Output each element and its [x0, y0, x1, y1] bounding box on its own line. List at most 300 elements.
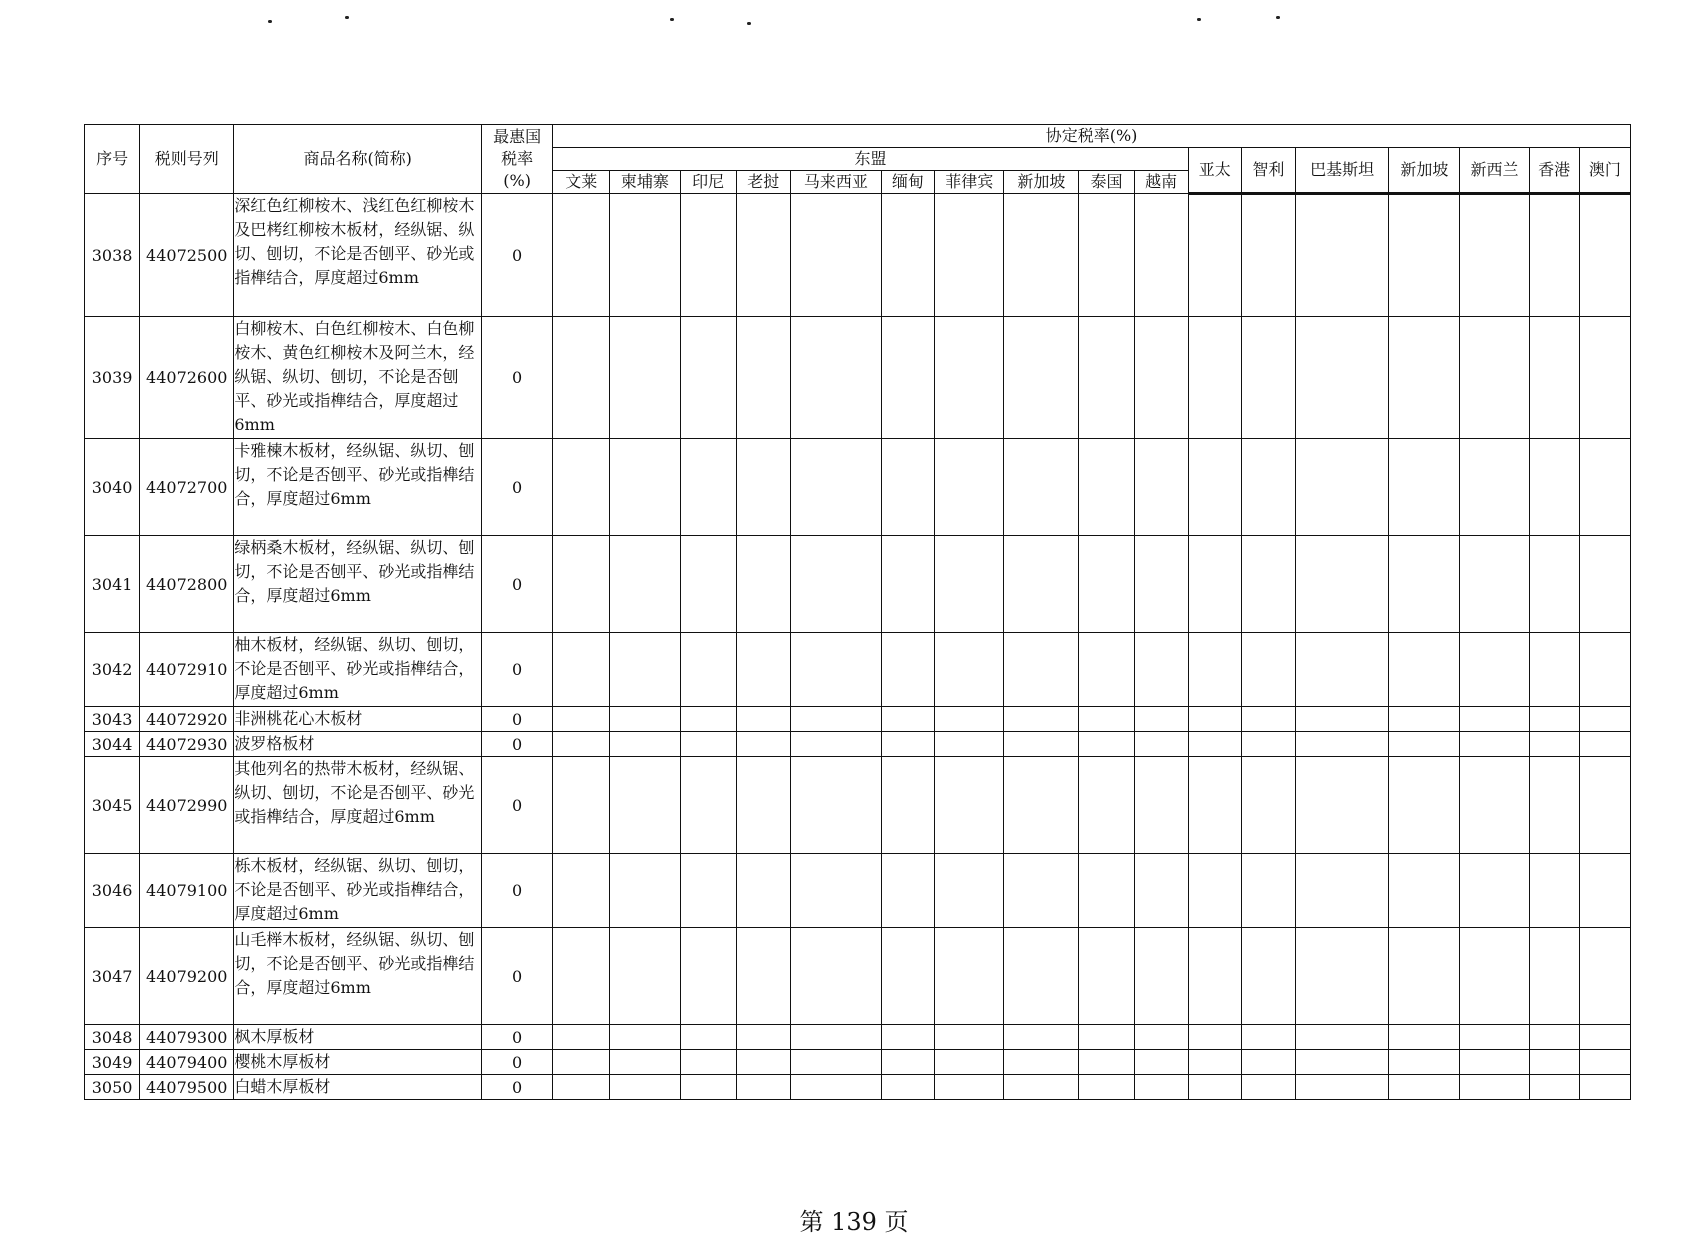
row-agreement-rate-cell — [553, 928, 610, 1025]
row-agreement-rate-cell — [1296, 317, 1389, 439]
row-agreement-rate-cell — [882, 707, 935, 732]
row-agreement-rate-cell — [610, 1025, 680, 1050]
row-agreement-rate-cell — [1296, 757, 1389, 854]
table-row — [85, 757, 1631, 854]
table-body — [85, 194, 1631, 1100]
row-agreement-rate-cell — [610, 1050, 680, 1075]
table-row — [85, 439, 1631, 536]
row-agreement-rate-cell — [610, 633, 680, 707]
row-agreement-rate-cell — [1460, 536, 1529, 633]
row-agreement-rate-cell — [1134, 732, 1188, 757]
row-product-name: 樱桃木厚板材 — [234, 1050, 482, 1075]
row-agreement-rate-cell — [1241, 317, 1295, 439]
header-agreement-rate: 协定税率(%) — [553, 125, 1631, 148]
row-agreement-rate-cell — [1241, 633, 1295, 707]
row-agreement-rate-cell — [736, 854, 790, 928]
row-agreement-rate-cell — [1079, 1025, 1134, 1050]
row-agreement-rate-cell — [1529, 854, 1579, 928]
row-agreement-rate-cell — [1241, 928, 1295, 1025]
row-product-name: 栎木板材，经纵锯、纵切、刨切，不论是否刨平、砂光或指榫结合，厚度超过6mm — [234, 854, 482, 928]
row-agreement-rate-cell — [1004, 633, 1079, 707]
row-agreement-rate-cell — [1188, 1050, 1241, 1075]
row-tariff-code: 44072500 — [140, 194, 234, 317]
page-number: 第 139 页 — [799, 1208, 909, 1236]
row-agreement-rate-cell — [736, 1050, 790, 1075]
row-agreement-rate-cell — [790, 439, 881, 536]
row-seq: 3050 — [85, 1075, 140, 1100]
row-mfn-rate: 0 — [482, 854, 553, 928]
row-agreement-rate-cell — [1460, 633, 1529, 707]
row-agreement-rate-cell — [1529, 1075, 1579, 1100]
row-agreement-rate-cell — [1079, 854, 1134, 928]
row-agreement-rate-cell — [1529, 1050, 1579, 1075]
row-agreement-rate-cell — [1241, 707, 1295, 732]
row-agreement-rate-cell — [1079, 1075, 1134, 1100]
row-agreement-rate-cell — [610, 317, 680, 439]
header-new-zealand: 新西兰 — [1460, 148, 1529, 194]
row-agreement-rate-cell — [1529, 757, 1579, 854]
row-agreement-rate-cell — [1241, 1075, 1295, 1100]
row-agreement-rate-cell — [1389, 633, 1460, 707]
row-agreement-rate-cell — [736, 928, 790, 1025]
row-agreement-rate-cell — [1004, 439, 1079, 536]
row-agreement-rate-cell — [1460, 1075, 1529, 1100]
row-agreement-rate-cell — [1188, 757, 1241, 854]
table-row — [85, 1050, 1631, 1075]
row-agreement-rate-cell — [1529, 707, 1579, 732]
row-agreement-rate-cell — [790, 1075, 881, 1100]
row-agreement-rate-cell — [1188, 536, 1241, 633]
row-agreement-rate-cell — [882, 732, 935, 757]
row-agreement-rate-cell — [1579, 1050, 1630, 1075]
row-agreement-rate-cell — [790, 928, 881, 1025]
header-asean: 东盟 — [553, 148, 1189, 171]
row-agreement-rate-cell — [1004, 732, 1079, 757]
row-agreement-rate-cell — [1004, 1050, 1079, 1075]
row-mfn-rate: 0 — [482, 1075, 553, 1100]
row-agreement-rate-cell — [610, 194, 680, 317]
row-agreement-rate-cell — [610, 1075, 680, 1100]
header-mfn-rate: 最惠国 税率 (%) — [482, 125, 553, 194]
row-agreement-rate-cell — [1460, 194, 1529, 317]
row-agreement-rate-cell — [1389, 536, 1460, 633]
scan-speck — [1276, 16, 1280, 19]
row-agreement-rate-cell — [1529, 928, 1579, 1025]
row-agreement-rate-cell — [553, 536, 610, 633]
row-agreement-rate-cell — [1079, 194, 1134, 317]
row-agreement-rate-cell — [1389, 707, 1460, 732]
header-name: 商品名称(简称) — [234, 125, 482, 194]
row-agreement-rate-cell — [935, 757, 1004, 854]
row-product-name: 其他列名的热带木板材，经纵锯、纵切、刨切，不论是否刨平、砂光或指榫结合，厚度超过6mm — [234, 757, 482, 854]
row-agreement-rate-cell — [1134, 707, 1188, 732]
table-row — [85, 317, 1631, 439]
row-agreement-rate-cell — [882, 1050, 935, 1075]
row-seq: 3048 — [85, 1025, 140, 1050]
row-agreement-rate-cell — [1134, 928, 1188, 1025]
row-agreement-rate-cell — [935, 854, 1004, 928]
row-mfn-rate: 0 — [482, 1025, 553, 1050]
row-agreement-rate-cell — [1188, 854, 1241, 928]
row-mfn-rate: 0 — [482, 317, 553, 439]
row-agreement-rate-cell — [1134, 194, 1188, 317]
row-agreement-rate-cell — [1579, 633, 1630, 707]
row-agreement-rate-cell — [935, 1075, 1004, 1100]
scan-speck — [1197, 18, 1201, 21]
row-agreement-rate-cell — [1241, 1025, 1295, 1050]
header-hong-kong: 香港 — [1529, 148, 1579, 194]
row-agreement-rate-cell — [736, 1075, 790, 1100]
row-product-name: 白蜡木厚板材 — [234, 1075, 482, 1100]
row-agreement-rate-cell — [1134, 1025, 1188, 1050]
header-singapore: 新加坡 — [1389, 148, 1460, 194]
row-agreement-rate-cell — [680, 1050, 736, 1075]
row-agreement-rate-cell — [1079, 757, 1134, 854]
row-agreement-rate-cell — [1389, 928, 1460, 1025]
row-agreement-rate-cell — [935, 1050, 1004, 1075]
row-agreement-rate-cell — [553, 1075, 610, 1100]
row-seq: 3049 — [85, 1050, 140, 1075]
row-agreement-rate-cell — [1296, 536, 1389, 633]
row-agreement-rate-cell — [1389, 1075, 1460, 1100]
row-agreement-rate-cell — [1460, 1025, 1529, 1050]
header-code: 税则号列 — [140, 125, 234, 194]
row-agreement-rate-cell — [680, 707, 736, 732]
row-agreement-rate-cell — [1004, 1025, 1079, 1050]
table-row — [85, 732, 1631, 757]
row-agreement-rate-cell — [610, 928, 680, 1025]
row-agreement-rate-cell — [790, 732, 881, 757]
header-asean-vietnam: 越南 — [1134, 171, 1188, 194]
row-agreement-rate-cell — [1296, 1050, 1389, 1075]
row-agreement-rate-cell — [790, 633, 881, 707]
header-asean-thailand: 泰国 — [1079, 171, 1134, 194]
row-agreement-rate-cell — [1188, 928, 1241, 1025]
row-agreement-rate-cell — [1188, 633, 1241, 707]
row-agreement-rate-cell — [553, 854, 610, 928]
row-agreement-rate-cell — [1389, 732, 1460, 757]
row-agreement-rate-cell — [935, 732, 1004, 757]
row-agreement-rate-cell — [680, 1025, 736, 1050]
row-agreement-rate-cell — [1460, 1050, 1529, 1075]
row-agreement-rate-cell — [1579, 1025, 1630, 1050]
row-tariff-code: 44072920 — [140, 707, 234, 732]
row-seq: 3044 — [85, 732, 140, 757]
row-agreement-rate-cell — [1529, 536, 1579, 633]
row-tariff-code: 44079200 — [140, 928, 234, 1025]
row-mfn-rate: 0 — [482, 757, 553, 854]
row-agreement-rate-cell — [1296, 194, 1389, 317]
table-row — [85, 536, 1631, 633]
row-seq: 3043 — [85, 707, 140, 732]
row-agreement-rate-cell — [1579, 732, 1630, 757]
row-agreement-rate-cell — [1134, 1050, 1188, 1075]
row-agreement-rate-cell — [1296, 928, 1389, 1025]
row-product-name: 非洲桃花心木板材 — [234, 707, 482, 732]
row-agreement-rate-cell — [1134, 633, 1188, 707]
row-tariff-code: 44079100 — [140, 854, 234, 928]
row-agreement-rate-cell — [1188, 1025, 1241, 1050]
row-agreement-rate-cell — [1296, 1075, 1389, 1100]
row-agreement-rate-cell — [790, 317, 881, 439]
row-agreement-rate-cell — [1460, 757, 1529, 854]
row-agreement-rate-cell — [1529, 633, 1579, 707]
row-agreement-rate-cell — [882, 633, 935, 707]
row-tariff-code: 44079300 — [140, 1025, 234, 1050]
row-product-name: 波罗格板材 — [234, 732, 482, 757]
row-agreement-rate-cell — [680, 317, 736, 439]
row-agreement-rate-cell — [553, 707, 610, 732]
row-agreement-rate-cell — [553, 757, 610, 854]
row-agreement-rate-cell — [1188, 707, 1241, 732]
row-agreement-rate-cell — [736, 439, 790, 536]
row-agreement-rate-cell — [1004, 536, 1079, 633]
row-agreement-rate-cell — [1579, 439, 1630, 536]
row-agreement-rate-cell — [1134, 317, 1188, 439]
row-agreement-rate-cell — [680, 1075, 736, 1100]
row-agreement-rate-cell — [1529, 317, 1579, 439]
row-agreement-rate-cell — [882, 1025, 935, 1050]
row-tariff-code: 44072700 — [140, 439, 234, 536]
row-agreement-rate-cell — [882, 928, 935, 1025]
row-agreement-rate-cell — [1389, 194, 1460, 317]
row-agreement-rate-cell — [935, 1025, 1004, 1050]
row-agreement-rate-cell — [935, 317, 1004, 439]
row-agreement-rate-cell — [1079, 633, 1134, 707]
header-asean-myanmar: 缅甸 — [882, 171, 935, 194]
row-agreement-rate-cell — [1389, 1025, 1460, 1050]
row-agreement-rate-cell — [1134, 1075, 1188, 1100]
row-agreement-rate-cell — [680, 928, 736, 1025]
row-agreement-rate-cell — [1389, 1050, 1460, 1075]
row-agreement-rate-cell — [790, 1050, 881, 1075]
header-macau: 澳门 — [1579, 148, 1630, 194]
row-agreement-rate-cell — [1529, 732, 1579, 757]
row-agreement-rate-cell — [736, 732, 790, 757]
row-product-name: 绿柄桑木板材，经纵锯、纵切、刨切，不论是否刨平、砂光或指榫结合，厚度超过6mm — [234, 536, 482, 633]
row-agreement-rate-cell — [1079, 536, 1134, 633]
row-agreement-rate-cell — [610, 732, 680, 757]
row-agreement-rate-cell — [1389, 317, 1460, 439]
row-agreement-rate-cell — [935, 439, 1004, 536]
row-agreement-rate-cell — [1460, 732, 1529, 757]
row-agreement-rate-cell — [680, 633, 736, 707]
row-agreement-rate-cell — [1296, 854, 1389, 928]
row-agreement-rate-cell — [1241, 1050, 1295, 1075]
row-agreement-rate-cell — [1134, 854, 1188, 928]
row-tariff-code: 44072800 — [140, 536, 234, 633]
row-agreement-rate-cell — [610, 757, 680, 854]
row-agreement-rate-cell — [1241, 439, 1295, 536]
row-agreement-rate-cell — [935, 633, 1004, 707]
row-product-name: 山毛榉木板材，经纵锯、纵切、刨切，不论是否刨平、砂光或指榫结合，厚度超过6mm — [234, 928, 482, 1025]
row-agreement-rate-cell — [1134, 757, 1188, 854]
row-seq: 3038 — [85, 194, 140, 317]
row-agreement-rate-cell — [680, 854, 736, 928]
row-tariff-code: 44079400 — [140, 1050, 234, 1075]
row-agreement-rate-cell — [1004, 707, 1079, 732]
row-agreement-rate-cell — [680, 732, 736, 757]
row-mfn-rate: 0 — [482, 536, 553, 633]
row-agreement-rate-cell — [1296, 633, 1389, 707]
row-seq: 3046 — [85, 854, 140, 928]
header-pakistan: 巴基斯坦 — [1296, 148, 1389, 194]
row-agreement-rate-cell — [1004, 757, 1079, 854]
row-agreement-rate-cell — [736, 633, 790, 707]
row-agreement-rate-cell — [935, 707, 1004, 732]
row-agreement-rate-cell — [1134, 439, 1188, 536]
row-agreement-rate-cell — [882, 317, 935, 439]
row-agreement-rate-cell — [1004, 1075, 1079, 1100]
row-seq: 3040 — [85, 439, 140, 536]
header-asean-brunei: 文莱 — [553, 171, 610, 194]
row-agreement-rate-cell — [736, 757, 790, 854]
row-agreement-rate-cell — [553, 633, 610, 707]
row-agreement-rate-cell — [1579, 757, 1630, 854]
row-tariff-code: 44079500 — [140, 1075, 234, 1100]
scan-speck — [670, 18, 674, 21]
row-agreement-rate-cell — [680, 194, 736, 317]
row-product-name: 柚木板材，经纵锯、纵切、刨切，不论是否刨平、砂光或指榫结合，厚度超过6mm — [234, 633, 482, 707]
row-agreement-rate-cell — [1460, 707, 1529, 732]
header-asean-cambodia: 柬埔寨 — [610, 171, 680, 194]
row-agreement-rate-cell — [553, 1025, 610, 1050]
row-mfn-rate: 0 — [482, 732, 553, 757]
row-mfn-rate: 0 — [482, 439, 553, 536]
row-agreement-rate-cell — [1188, 317, 1241, 439]
table-row — [85, 707, 1631, 732]
row-agreement-rate-cell — [610, 854, 680, 928]
row-agreement-rate-cell — [553, 439, 610, 536]
row-agreement-rate-cell — [1241, 854, 1295, 928]
row-agreement-rate-cell — [1579, 854, 1630, 928]
row-agreement-rate-cell — [1004, 854, 1079, 928]
row-agreement-rate-cell — [1004, 928, 1079, 1025]
row-agreement-rate-cell — [790, 194, 881, 317]
row-agreement-rate-cell — [1460, 439, 1529, 536]
row-seq: 3042 — [85, 633, 140, 707]
row-agreement-rate-cell — [1529, 194, 1579, 317]
row-agreement-rate-cell — [1241, 194, 1295, 317]
row-tariff-code: 44072600 — [140, 317, 234, 439]
table-row — [85, 928, 1631, 1025]
row-agreement-rate-cell — [1188, 732, 1241, 757]
row-agreement-rate-cell — [1188, 439, 1241, 536]
row-agreement-rate-cell — [680, 439, 736, 536]
scan-speck — [747, 22, 751, 25]
row-agreement-rate-cell — [1389, 757, 1460, 854]
header-apta: 亚太 — [1188, 148, 1241, 194]
row-agreement-rate-cell — [610, 536, 680, 633]
row-agreement-rate-cell — [736, 707, 790, 732]
row-agreement-rate-cell — [1079, 1050, 1134, 1075]
row-agreement-rate-cell — [1079, 439, 1134, 536]
row-agreement-rate-cell — [1134, 536, 1188, 633]
row-seq: 3041 — [85, 536, 140, 633]
row-agreement-rate-cell — [1241, 757, 1295, 854]
row-agreement-rate-cell — [1188, 194, 1241, 317]
row-agreement-rate-cell — [680, 536, 736, 633]
header-asean-laos: 老挝 — [736, 171, 790, 194]
tariff-table — [84, 124, 1631, 1100]
row-agreement-rate-cell — [790, 854, 881, 928]
row-agreement-rate-cell — [680, 757, 736, 854]
row-agreement-rate-cell — [1241, 536, 1295, 633]
row-agreement-rate-cell — [1241, 732, 1295, 757]
row-mfn-rate: 0 — [482, 194, 553, 317]
row-agreement-rate-cell — [790, 1025, 881, 1050]
row-agreement-rate-cell — [553, 1050, 610, 1075]
row-agreement-rate-cell — [882, 194, 935, 317]
row-agreement-rate-cell — [1460, 317, 1529, 439]
row-agreement-rate-cell — [553, 194, 610, 317]
row-agreement-rate-cell — [1004, 194, 1079, 317]
row-agreement-rate-cell — [1004, 317, 1079, 439]
header-asean-malaysia: 马来西亚 — [790, 171, 881, 194]
scan-speck — [268, 20, 272, 23]
row-tariff-code: 44072910 — [140, 633, 234, 707]
row-agreement-rate-cell — [1460, 854, 1529, 928]
row-agreement-rate-cell — [1579, 317, 1630, 439]
row-agreement-rate-cell — [1579, 536, 1630, 633]
row-agreement-rate-cell — [790, 536, 881, 633]
table-row — [85, 1025, 1631, 1050]
row-agreement-rate-cell — [1296, 439, 1389, 536]
row-agreement-rate-cell — [736, 317, 790, 439]
row-agreement-rate-cell — [1579, 928, 1630, 1025]
row-agreement-rate-cell — [1460, 928, 1529, 1025]
header-asean-indonesia: 印尼 — [680, 171, 736, 194]
row-agreement-rate-cell — [553, 732, 610, 757]
row-agreement-rate-cell — [1079, 928, 1134, 1025]
row-agreement-rate-cell — [1188, 1075, 1241, 1100]
row-mfn-rate: 0 — [482, 928, 553, 1025]
row-tariff-code: 44072990 — [140, 757, 234, 854]
row-agreement-rate-cell — [790, 707, 881, 732]
row-agreement-rate-cell — [1389, 854, 1460, 928]
row-product-name: 卡雅楝木板材，经纵锯、纵切、刨切，不论是否刨平、砂光或指榫结合，厚度超过6mm — [234, 439, 482, 536]
row-agreement-rate-cell — [1579, 707, 1630, 732]
table-row — [85, 194, 1631, 317]
row-seq: 3039 — [85, 317, 140, 439]
row-product-name: 枫木厚板材 — [234, 1025, 482, 1050]
row-agreement-rate-cell — [1389, 439, 1460, 536]
row-seq: 3047 — [85, 928, 140, 1025]
row-agreement-rate-cell — [1296, 1025, 1389, 1050]
row-agreement-rate-cell — [882, 439, 935, 536]
row-agreement-rate-cell — [935, 194, 1004, 317]
row-tariff-code: 44072930 — [140, 732, 234, 757]
row-agreement-rate-cell — [1529, 439, 1579, 536]
row-agreement-rate-cell — [1296, 707, 1389, 732]
row-agreement-rate-cell — [736, 194, 790, 317]
row-product-name: 白柳桉木、白色红柳桉木、白色柳桉木、黄色红柳桉木及阿兰木，经纵锯、纵切、刨切，不论是否刨平、砂光或指榫结合，厚度超过6mm — [234, 317, 482, 439]
header-seq: 序号 — [85, 125, 140, 194]
row-mfn-rate: 0 — [482, 1050, 553, 1075]
table-row — [85, 854, 1631, 928]
row-agreement-rate-cell — [882, 757, 935, 854]
row-product-name: 深红色红柳桉木、浅红色红柳桉木及巴栲红柳桉木板材，经纵锯、纵切、刨切，不论是否刨平、砂光或指榫结合，厚度超过6mm — [234, 194, 482, 317]
row-mfn-rate: 0 — [482, 707, 553, 732]
row-agreement-rate-cell — [882, 854, 935, 928]
row-agreement-rate-cell — [610, 707, 680, 732]
row-agreement-rate-cell — [882, 1075, 935, 1100]
header-asean-philippines: 菲律宾 — [935, 171, 1004, 194]
row-agreement-rate-cell — [1079, 317, 1134, 439]
row-agreement-rate-cell — [1579, 194, 1630, 317]
header-asean-singapore: 新加坡 — [1004, 171, 1079, 194]
row-agreement-rate-cell — [1296, 732, 1389, 757]
